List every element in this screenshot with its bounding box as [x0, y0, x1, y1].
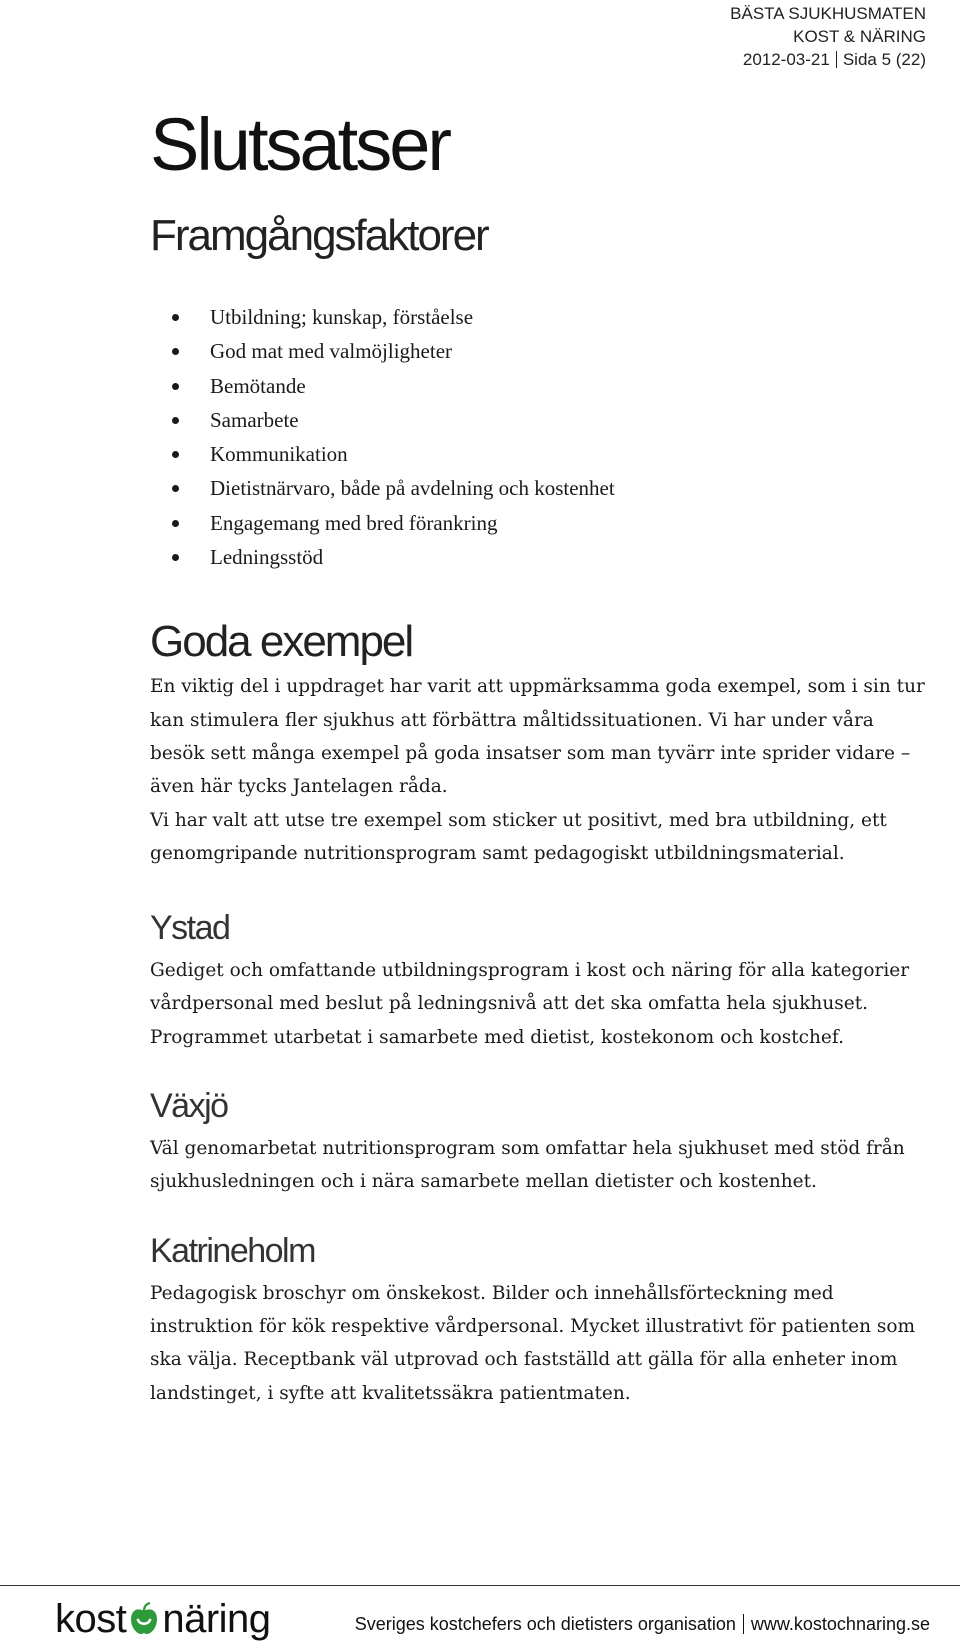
- subheading-vaxjo: Växjö: [150, 1087, 228, 1126]
- list-item-text: Engagemang med bred förankring: [210, 510, 498, 535]
- header-page: Sida 5 (22): [842, 50, 926, 69]
- logo-text-kost: kost: [55, 1597, 127, 1641]
- apple-icon: [129, 1602, 159, 1636]
- subheading-katrineholm: Katrineholm: [150, 1231, 315, 1270]
- header-meta: [730, 48, 926, 71]
- page-header: [730, 2, 926, 71]
- logo-text-naring: näring: [162, 1597, 271, 1641]
- list-item: [150, 506, 940, 540]
- list-item-text: God mat med valmöjligheter: [210, 339, 453, 364]
- bullet-icon: [172, 314, 179, 321]
- paragraph-goda-exempel-2: Vi har valt att utse tre exempel som sticker ut positivt, med bra utbildning, ett genomgripande nutritionsprogram samt pedagogiskt utbildningsmaterial.: [150, 809, 887, 864]
- success-factors-list: [150, 300, 940, 574]
- section-heading-goda-exempel: Goda exempel: [150, 617, 413, 667]
- list-item: [150, 334, 940, 368]
- header-separator: [836, 51, 837, 68]
- header-section: KOST & NÄRING: [793, 27, 926, 46]
- page-title: Slutsatser: [150, 103, 450, 186]
- footer-organisation: Sveriges kostchefers och dietisters organisation: [354, 1614, 736, 1634]
- list-item: [150, 369, 940, 403]
- main-content: [150, 100, 940, 1410]
- list-item-text: Dietistnärvaro, både på avdelning och kostenhet: [210, 476, 615, 501]
- header-publication: BÄSTA SJUKHUSMATEN: [730, 4, 926, 23]
- paragraph-katrineholm: Pedagogisk broschyr om önskekost. Bilder och innehållsförteckning med instruktion för kök respektive vårdpersonal. Mycket illustrativt för patienten som ska välja. Receptbank väl utprovad och fastställd att gälla för alla enheter inom landstinget, i syfte att kvalitetssäkra patientmaten.: [150, 1282, 916, 1404]
- list-item-text: Samarbete: [210, 407, 299, 432]
- bullet-icon: [172, 520, 179, 527]
- bullet-icon: [172, 417, 179, 424]
- list-item-text: Ledningsstöd: [210, 545, 324, 570]
- footer-separator: [743, 1614, 744, 1634]
- footer-divider: [0, 1585, 960, 1586]
- header-date: 2012-03-21: [742, 50, 830, 69]
- list-item: [150, 403, 940, 437]
- list-item-text: Kommunikation: [210, 442, 348, 467]
- bullet-icon: [172, 348, 179, 355]
- bullet-icon: [172, 451, 179, 458]
- paragraph-ystad: Gediget och omfattande utbildningsprogram i kost och näring för alla kategorier vårdpersonal med beslut på ledningsnivå att det ska omfatta hela sjukhuset. Programmet utarbetat i samarbete med dietist, kostekonom och kostchef.: [150, 960, 910, 1048]
- paragraph-vaxjo: Väl genomarbetat nutritionsprogram som omfattar hela sjukhuset med stöd från sjukhusledningen och i nära samarbete mellan dietister och kostenhet.: [150, 1138, 905, 1193]
- list-item-text: Utbildning; kunskap, förståelse: [210, 305, 474, 329]
- footer-url[interactable]: www.kostochnaring.se: [750, 1614, 930, 1634]
- bullet-icon: [172, 383, 179, 390]
- list-item: [150, 540, 940, 574]
- kost-naring-logo: [55, 1597, 271, 1641]
- paragraph-goda-exempel-1: En viktig del i uppdraget har varit att uppmärksamma goda exempel, som i sin tur kan stimulera fler sjukhus att förbättra måltidssituationen. Vi har under våra besök sett många exempel på goda insatser som man tyvärr inte sprider vidare – även här tycks Jantelagen råda.: [150, 676, 925, 798]
- footer-info: [355, 1614, 930, 1635]
- section-heading-framgang: Framgångsfaktorer: [150, 211, 488, 260]
- subheading-ystad: Ystad: [150, 909, 230, 948]
- bullet-icon: [172, 554, 179, 561]
- list-item: [150, 437, 940, 471]
- list-item: [150, 471, 940, 505]
- list-item-text: Bemötande: [210, 373, 306, 398]
- list-item: [150, 300, 940, 334]
- bullet-icon: [172, 485, 179, 492]
